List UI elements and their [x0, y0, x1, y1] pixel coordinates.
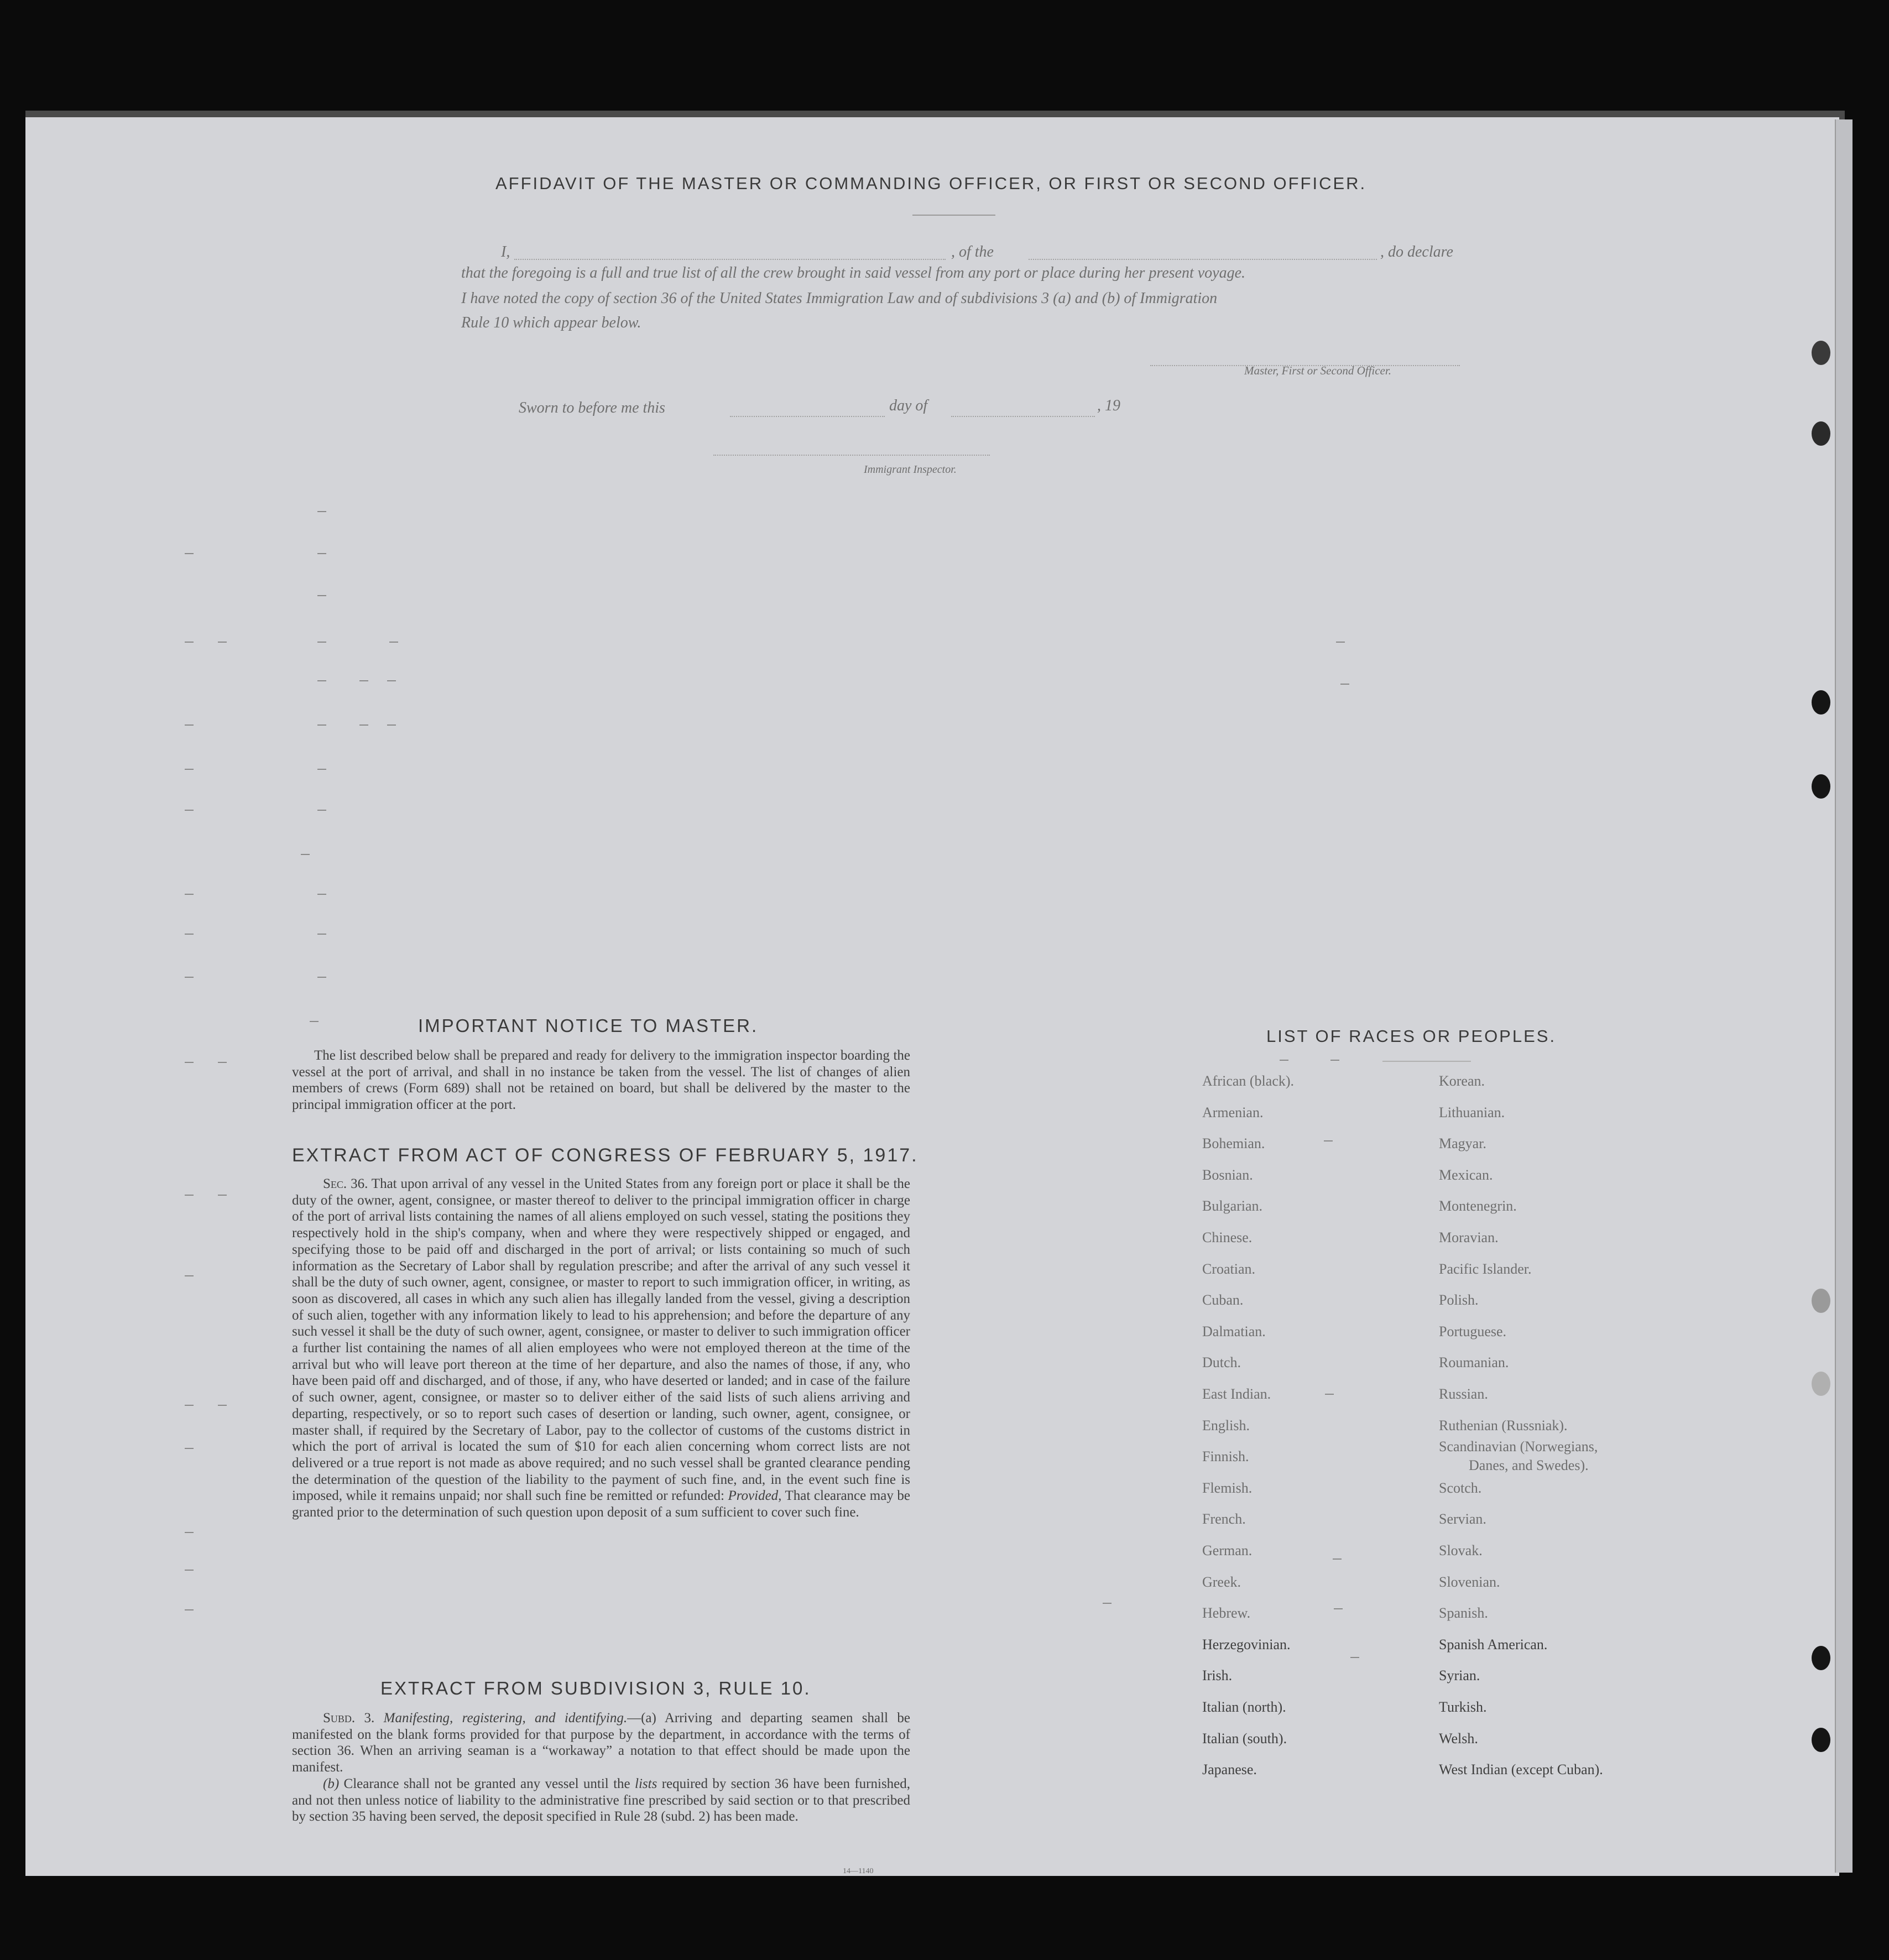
race-item: Lithuanian.	[1439, 1104, 1505, 1120]
race-item: Flemish.	[1202, 1479, 1253, 1496]
race-item: Finnish.	[1202, 1448, 1249, 1465]
notice-text: The list described below shall be prepared and ready for delivery to the immigration inspector boarding the vessel at the port of arrival, and shall in no instance be taken from the vessel. The list of changes of alien members of crews (Form 689) shall not be retained on board, but shall be delivered by the master to the principal immigration officer at the port.	[292, 1048, 910, 1113]
tick-mark	[1280, 1060, 1288, 1061]
race-item: Korean.	[1439, 1073, 1485, 1089]
year-label: , 19	[1097, 397, 1120, 414]
binder-hole	[1812, 1728, 1830, 1752]
race-item: Scandinavian (Norwegians,	[1439, 1438, 1598, 1455]
affidavit-declare-label: , do declare	[1380, 243, 1453, 260]
title-rule	[912, 215, 995, 216]
tick-mark	[1350, 1657, 1359, 1658]
race-item: Mexican.	[1439, 1166, 1493, 1183]
tick-mark	[185, 1195, 194, 1196]
race-item: Ruthenian (Russniak).	[1439, 1417, 1568, 1433]
binder-hole	[1812, 774, 1830, 799]
notice-title: IMPORTANT NOTICE TO MASTER.	[418, 1015, 759, 1036]
race-item: Roumanian.	[1439, 1354, 1509, 1371]
tick-mark	[387, 724, 396, 726]
race-item: Welsh.	[1439, 1730, 1478, 1747]
binder-hole	[1812, 1289, 1830, 1313]
tick-mark	[185, 553, 194, 554]
tick-mark	[317, 810, 326, 811]
para-b-text-1: Clearance shall not be granted any vessel until the	[343, 1776, 630, 1791]
race-item: East Indian.	[1202, 1386, 1271, 1402]
race-item: Greek.	[1202, 1573, 1241, 1590]
tick-mark	[1324, 1140, 1333, 1141]
tick-mark	[317, 894, 326, 895]
vessel-blank[interactable]	[1029, 259, 1377, 260]
tick-mark	[185, 1275, 194, 1276]
document-page	[25, 117, 1839, 1876]
race-item: Magyar.	[1439, 1135, 1486, 1152]
inspector-label: Immigrant Inspector.	[864, 463, 957, 476]
binder-hole	[1812, 341, 1830, 365]
race-item: German.	[1202, 1542, 1253, 1558]
notice-body	[292, 1047, 910, 1113]
race-item: Montenegrin.	[1439, 1198, 1517, 1214]
tick-mark	[1333, 1558, 1342, 1560]
race-item: Chinese.	[1202, 1229, 1253, 1245]
tick-mark	[317, 977, 326, 978]
page-right-edge	[1835, 119, 1853, 1873]
tick-mark	[185, 934, 194, 935]
tick-mark	[185, 1448, 194, 1449]
race-item: Portuguese.	[1439, 1323, 1507, 1339]
race-item: Spanish American.	[1439, 1636, 1548, 1653]
signer-label: Master, First or Second Officer.	[1244, 364, 1391, 377]
tick-mark	[317, 934, 326, 935]
tick-mark	[1340, 684, 1349, 685]
para-b-label: (b)	[323, 1776, 340, 1791]
race-item: Moravian.	[1439, 1229, 1499, 1245]
race-item: Cuban.	[1202, 1292, 1244, 1309]
race-item: Slovenian.	[1439, 1573, 1500, 1590]
race-item: Slovak.	[1439, 1542, 1483, 1558]
tick-mark	[317, 680, 326, 681]
tick-mark	[1325, 1394, 1334, 1395]
race-item: Dalmatian.	[1202, 1323, 1266, 1339]
para-b-text-2: required by section 36 have been furnished, and not then unless notice of liability to the administrative fine prescribed by said section or to that prescribed by section 35 having been served, the deposit specified in Rule 28 (subd. 2) has been made.	[292, 1776, 911, 1825]
race-item: Bulgarian.	[1202, 1198, 1263, 1214]
race-item: Bosnian.	[1202, 1166, 1253, 1183]
tick-mark	[317, 553, 326, 554]
day-blank[interactable]	[730, 416, 885, 417]
tick-mark	[185, 1570, 194, 1571]
tick-mark	[185, 1609, 194, 1610]
tick-mark	[1103, 1603, 1112, 1604]
form-number: 14—1140	[843, 1867, 874, 1875]
race-item: Croatian.	[1202, 1260, 1256, 1277]
tick-mark	[1336, 642, 1345, 643]
tick-mark	[218, 1195, 227, 1196]
provided-label: Provided,	[728, 1488, 782, 1504]
tick-mark	[218, 642, 227, 643]
tick-mark	[185, 977, 194, 978]
binder-hole	[1812, 690, 1830, 715]
tick-mark	[317, 642, 326, 643]
subd-body	[292, 1710, 910, 1825]
race-item: French.	[1202, 1511, 1246, 1528]
race-item: Russian.	[1439, 1386, 1488, 1402]
tick-mark	[387, 680, 396, 681]
tick-mark	[317, 511, 326, 512]
race-item: Herzegovinian.	[1202, 1636, 1291, 1653]
tick-mark	[317, 595, 326, 596]
tick-mark	[185, 810, 194, 811]
race-item: African (black).	[1202, 1073, 1295, 1089]
race-item: Japanese.	[1202, 1761, 1257, 1778]
inspector-signature-blank[interactable]	[713, 455, 990, 456]
sworn-label: Sworn to before me this	[519, 399, 665, 416]
tick-mark	[185, 1532, 194, 1533]
affidavit-of-the-label: , of the	[951, 243, 994, 260]
tick-mark	[185, 894, 194, 895]
extract-rule-title: EXTRACT FROM SUBDIVISION 3, RULE 10.	[380, 1678, 811, 1698]
affidavit-line-2: that the foregoing is a full and true list of all the crew brought in said vessel from any port or place during her present voyage.	[461, 264, 1246, 282]
race-item: Pacific Islander.	[1439, 1260, 1532, 1277]
tick-mark	[185, 1405, 194, 1406]
tick-mark	[317, 769, 326, 770]
tick-mark	[218, 1405, 227, 1406]
sec36-text-end: That clearance may be granted prior to the determination of such question upon deposit of a sum sufficient to cover such fine.	[292, 1488, 910, 1520]
race-item: Polish.	[1439, 1292, 1479, 1309]
tick-mark	[310, 1021, 319, 1022]
binder-hole	[1812, 421, 1830, 446]
extract-act-title: EXTRACT FROM ACT OF CONGRESS OF FEBRUARY 5, 1917.	[292, 1145, 919, 1166]
sec-label: Sec. 36.	[323, 1176, 368, 1191]
races-title: LIST OF RACES OR PEOPLES.	[1266, 1026, 1557, 1046]
tick-mark	[185, 642, 194, 643]
tick-mark	[389, 642, 398, 643]
tick-mark	[301, 854, 310, 855]
race-item: Italian (south).	[1202, 1730, 1287, 1747]
tick-mark	[359, 680, 368, 681]
sec36-text: That upon arrival of any vessel in the United States from any foreign port or place it shall be the duty of the owner, agent, consignee, or master thereof to deliver to the principal immigration officer in charge of the port of arrival lists containing the names of all aliens employed on such vessel, stating the positions they respectively hold in the ship's company, when and where they were respectively shipped or engaged, and specifying those to be paid off and discharged in the port of arrival; or lists containing so much of such information as the Secretary of Labor shall by regulation prescribe; and after the arrival of any such vessel it shall be the duty of such owner, agent, consignee, or master to report to such immigration officer, in writing, as soon as discovered, all cases in which any such alien has illegally landed from the vessel, giving a description of such alien, together with any information likely to lead to his apprehension; and before the departure of any such vessel it shall be the duty of such owner, agent, consignee, or master to deliver to such immigration officer a further list containing the names of all alien employees who were not employed thereon at the time of the arrival but who will leave port thereon at the time of her departure, and also the names of those, if any, who have been paid off and discharged, and of those, if any, who have deserted or landed; and in case of the failure of such owner, agent, consignee, or master so to deliver either of the said lists of such aliens arriving and departing, respectively, or so to report such cases of desertion or landing, such owner, agent, consignee, or master shall, if required by the Secretary of Labor, pay to the collector of customs of the customs district in which the port of arrival is located the sum of $10 for each alien concerning whom correct lists are not delivered or a true report is not made as above required; and no such vessel shall be granted clearance pending the determination of the question of the liability to the payment of such fine, and, in the event such fine is imposed, while it remains unpaid; nor shall such fine be remitted or refunded:	[292, 1176, 910, 1504]
subd-label: Subd. 3.	[323, 1711, 375, 1726]
tick-mark	[185, 769, 194, 770]
races-rule	[1382, 1061, 1471, 1062]
affidavit-line-4: Rule 10 which appear below.	[461, 314, 641, 331]
race-item: Italian (north).	[1202, 1699, 1286, 1715]
race-item: Turkish.	[1439, 1699, 1487, 1715]
race-item: Hebrew.	[1202, 1605, 1251, 1622]
subd-para-a: —(a) Arriving and departing seamen shall be manifested on the blank forms provided for that purpose by the department, in accordance with the terms of section 36. When an arriving seaman is a “workaway” a notation to that effect should be made upon the manifest.	[292, 1711, 910, 1775]
subd-heading: Manifesting, registering, and identifying.	[383, 1711, 628, 1726]
name-blank[interactable]	[514, 259, 946, 260]
race-item: Syrian.	[1439, 1667, 1480, 1684]
binder-hole	[1812, 1646, 1830, 1670]
race-item: West Indian (except Cuban).	[1439, 1761, 1603, 1778]
race-item: Spanish.	[1439, 1605, 1488, 1622]
race-item: Armenian.	[1202, 1104, 1264, 1120]
affidavit-i-label: I,	[501, 243, 510, 260]
race-item: English.	[1202, 1417, 1250, 1433]
race-scandinavian-continued: Danes, and Swedes).	[1469, 1457, 1589, 1473]
affidavit-line-3: I have noted the copy of section 36 of the United States Immigration Law and of subdivisions 3 (a) and (b) of Immigration	[461, 290, 1218, 307]
race-item: Scotch.	[1439, 1479, 1482, 1496]
tick-mark	[1334, 1608, 1343, 1609]
tick-mark	[185, 1062, 194, 1063]
month-blank[interactable]	[951, 416, 1095, 417]
race-item: Dutch.	[1202, 1354, 1241, 1371]
binder-hole	[1812, 1372, 1830, 1396]
tick-mark	[185, 724, 194, 726]
tick-mark	[218, 1062, 227, 1063]
day-label: day of	[889, 397, 928, 414]
tick-mark	[317, 724, 326, 726]
sec36-body	[292, 1176, 910, 1521]
para-b-lists: lists	[635, 1776, 658, 1791]
affidavit-title: AFFIDAVIT OF THE MASTER OR COMMANDING OFFICER, OR FIRST OR SECOND OFFICER.	[495, 174, 1367, 193]
race-item: Servian.	[1439, 1511, 1486, 1528]
tick-mark	[1330, 1060, 1339, 1061]
race-item: Irish.	[1202, 1667, 1233, 1684]
tick-mark	[359, 724, 368, 726]
race-item: Bohemian.	[1202, 1135, 1265, 1152]
